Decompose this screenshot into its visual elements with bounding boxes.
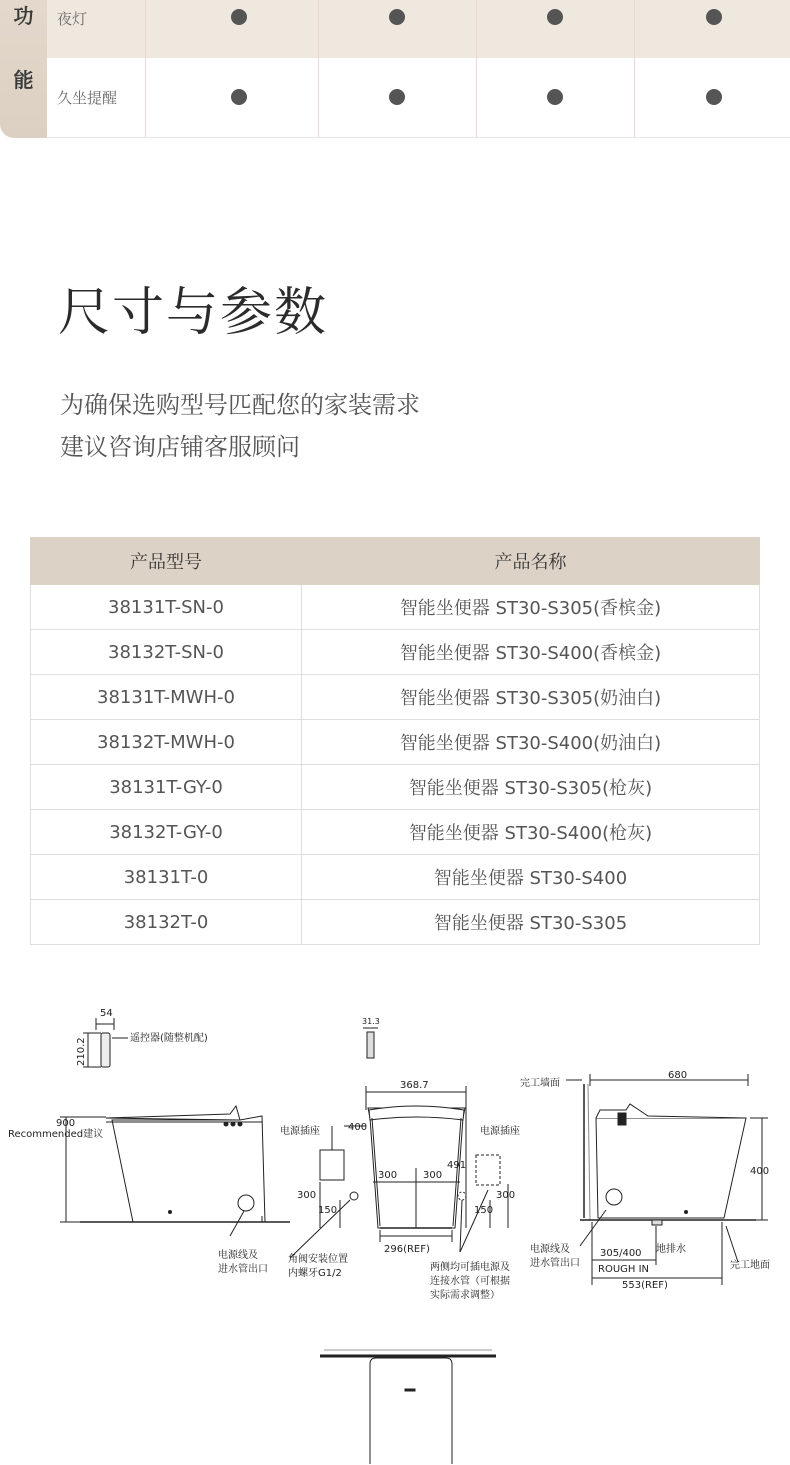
- table-row: [31, 675, 760, 720]
- remote-outline: [101, 1033, 110, 1067]
- dim-300-b: 300: [423, 1170, 443, 1181]
- dim-491: 491: [447, 1160, 467, 1171]
- table-row: [31, 630, 760, 675]
- label-recommended: Recommended建议: [8, 1129, 104, 1140]
- model-table: [30, 537, 760, 945]
- label-valve-1: 角阀安装位置: [288, 1254, 348, 1265]
- table-row: [31, 900, 760, 945]
- model-cell: 38131T-0: [31, 855, 302, 900]
- header-model: 产品型号: [31, 538, 302, 585]
- section-subtitle-line1: 为确保选购型号匹配您的家装需求: [60, 391, 420, 419]
- dim-400-front: 400: [348, 1122, 368, 1133]
- header-name: 产品名称: [302, 538, 760, 585]
- table-row: [31, 720, 760, 765]
- label-sides-1: 两侧均可插电源及: [430, 1262, 510, 1273]
- label-remote: 遥控器(随整机配): [130, 1033, 208, 1044]
- side-body: [112, 1116, 265, 1222]
- label-sides-3: 实际需求调整）: [430, 1290, 500, 1301]
- feature-side-label: [0, 0, 47, 138]
- column-divider: [634, 0, 635, 138]
- label-outlet-right-2: 进水管出口: [530, 1258, 580, 1269]
- name-cell: 智能坐便器 ST30-S400: [302, 855, 760, 900]
- feature-dot: [706, 9, 722, 25]
- feature-dot: [231, 9, 247, 25]
- label-outlet-left-1: 电源线及: [218, 1250, 258, 1261]
- feature-dot: [547, 9, 563, 25]
- name-cell: 智能坐便器 ST30-S400(枪灰): [302, 810, 760, 855]
- label-sides-2: 连接水管（可根据: [430, 1276, 510, 1287]
- section-subtitle-line2: 建议咨询店铺客服顾问: [60, 433, 300, 461]
- table-header-row: [31, 538, 760, 585]
- dim-3687: 368.7: [400, 1080, 429, 1091]
- dimension-drawing: [0, 1000, 790, 1465]
- feature-dot: [706, 89, 722, 105]
- dim-300-a: 300: [378, 1170, 398, 1181]
- table-row: [31, 585, 760, 630]
- dim-210: 210.2: [76, 1037, 87, 1066]
- feature-name: 久坐提醒: [57, 89, 118, 107]
- feature-row-night-light: [47, 0, 790, 58]
- column-divider: [476, 0, 477, 138]
- dim-300-c: 300: [297, 1190, 317, 1201]
- top-view-body: [370, 1358, 452, 1464]
- name-cell: 智能坐便器 ST30-S305(枪灰): [302, 765, 760, 810]
- name-cell: 智能坐便器 ST30-S305(奶油白): [302, 675, 760, 720]
- model-cell: 38132T-0: [31, 900, 302, 945]
- model-cell: 38132T-MWH-0: [31, 720, 302, 765]
- section-title: 尺寸与参数: [58, 283, 329, 343]
- label-socket-right: 电源插座: [480, 1126, 520, 1137]
- dim-553: 553(REF): [622, 1280, 668, 1291]
- feature-dot: [231, 89, 247, 105]
- feature-row-sit-reminder: [47, 58, 790, 138]
- name-cell: 智能坐便器 ST30-S305: [302, 900, 760, 945]
- dim-305-400: 305/400: [600, 1248, 642, 1259]
- dim-150-a: 150: [318, 1205, 338, 1216]
- label-drain: 地排水: [656, 1244, 686, 1255]
- label-valve-2: 内螺牙G1/2: [288, 1268, 342, 1279]
- feature-name: 夜灯: [57, 10, 88, 28]
- feature-dot: [547, 89, 563, 105]
- label-socket-left: 电源插座: [280, 1126, 320, 1137]
- label-outlet-left-2: 进水管出口: [218, 1264, 268, 1275]
- feature-table: [0, 0, 790, 138]
- model-cell: 38132T-GY-0: [31, 810, 302, 855]
- label-wall: 完工墙面: [520, 1078, 560, 1089]
- side-char: 能: [13, 68, 34, 92]
- column-divider: [145, 0, 146, 138]
- dim-150-b: 150: [474, 1205, 494, 1216]
- model-cell: 38131T-MWH-0: [31, 675, 302, 720]
- feature-dot: [389, 9, 405, 25]
- name-cell: 智能坐便器 ST30-S400(香槟金): [302, 630, 760, 675]
- dim-300-d: 300: [496, 1190, 516, 1201]
- name-cell: 智能坐便器 ST30-S400(奶油白): [302, 720, 760, 765]
- label-outlet-right-1: 电源线及: [530, 1244, 570, 1255]
- dim-400-side: 400: [750, 1166, 770, 1177]
- model-cell: 38132T-SN-0: [31, 630, 302, 675]
- table-row: [31, 810, 760, 855]
- model-cell: 38131T-GY-0: [31, 765, 302, 810]
- table-row: [31, 855, 760, 900]
- dim-313: 31.3: [362, 1017, 380, 1026]
- label-floor: 完工地面: [730, 1260, 770, 1271]
- dim-900: 900: [56, 1118, 76, 1129]
- table-row: [31, 765, 760, 810]
- name-cell: 智能坐便器 ST30-S305(香槟金): [302, 585, 760, 630]
- dim-680: 680: [668, 1070, 688, 1081]
- feature-dot: [389, 89, 405, 105]
- label-rough-in: ROUGH IN: [598, 1264, 650, 1275]
- dim-296: 296(REF): [384, 1244, 430, 1255]
- dim-54: 54: [100, 1008, 113, 1019]
- model-cell: 38131T-SN-0: [31, 585, 302, 630]
- side-char: 功: [13, 4, 34, 28]
- column-divider: [318, 0, 319, 138]
